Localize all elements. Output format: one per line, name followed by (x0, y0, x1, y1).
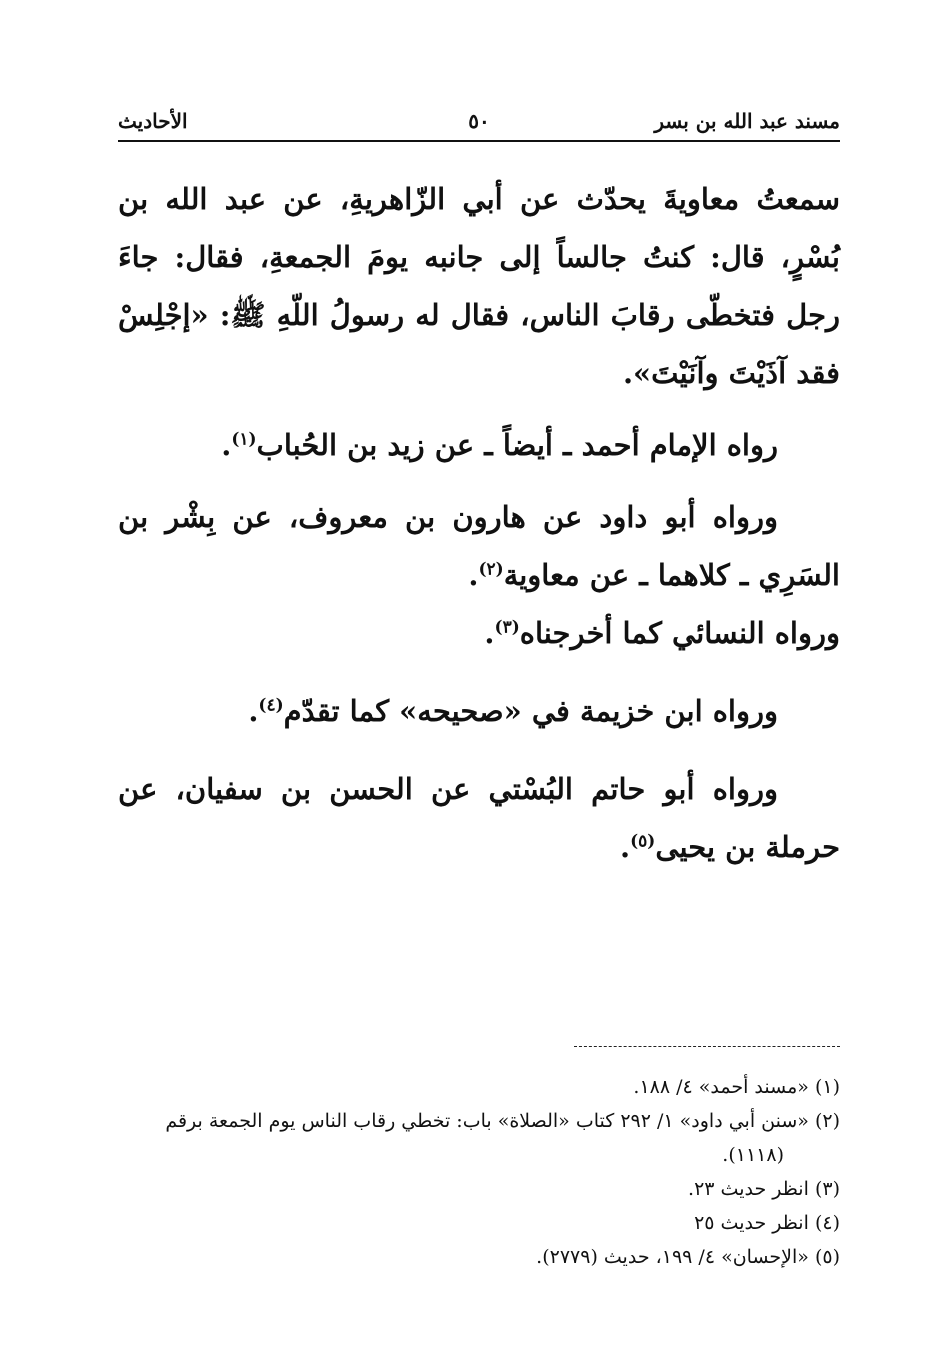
narration-ahmad: رواه الإمام أحمد ـ أيضاً ـ عن زيد بن الحُباب$^{(١)}$. (221, 428, 778, 462)
footnote-2: (٢) «سنن أبي داود» ١/ ٢٩٢ كتاب «الصلاة» باب: تخطي رقاب الناس يوم الجمعة برقم (١١١٨). (112, 1104, 840, 1172)
footnote-ref-3: (٣) (494, 617, 520, 638)
page-number: ٥٠ (468, 109, 490, 133)
main-text (118, 170, 840, 876)
footnote-ref-2: (٢) (478, 559, 504, 580)
narration-ibn-khuzayma: ورواه ابن خزيمة في «صحيحه» كما تقدّم$^{(٤)}$. (248, 694, 778, 728)
footnotes (112, 1070, 840, 1274)
footnote-2-continuation: (١١١٨). (722, 1144, 784, 1166)
narration-busti: ورواه أبو حاتم البُسْتي عن الحسن بن سفيان، عن حرملة بن يحيى$^{(٥)}$. (118, 772, 840, 864)
running-header (118, 104, 840, 142)
footnote-ref-1: (١) (231, 429, 257, 450)
footnote-ref-5: (٥) (630, 831, 656, 852)
section-title: الأحاديث (118, 109, 188, 133)
narration-abu-dawud: ورواه أبو داود عن هارون بن معروف، عن بِشْر بن السَرِي ـ كلاهما ـ عن معاوية$^{(٢)}$. (118, 500, 840, 592)
footnote-separator (574, 1046, 840, 1047)
hadith-text: سمعتُ معاويةَ يحدّث عن أبي الزّاهريةِ، عن عبد الله بن بُسْرٍ، قال: كنتُ جالساً إلى جانبه يومَ الجمعةِ، فقال: جاءَ رجل فتخطّى رقابَ الناس، فقال له رسولُ اللّهِ ﷺ: «إجْلِسْ فقد آذَيْتَ وآنَيْتَ». (118, 182, 840, 390)
footnote-1: (١) «مسند أحمد» ٤/ ١٨٨. (633, 1076, 840, 1098)
footnote-3: (٣) انظر حديث ٢٣. (688, 1178, 840, 1200)
narration-nasai: ورواه النسائي كما أخرجناه$^{(٣)}$. (484, 616, 840, 650)
footnote-5: (٥) «الإحسان» ٤/ ١٩٩، حديث (٢٧٧٩). (536, 1246, 840, 1268)
book-title: مسند عبد الله بن بسر (654, 109, 840, 133)
footnote-ref-4: (٤) (258, 695, 284, 716)
footnote-4: (٤) انظر حديث ٢٥ (694, 1212, 840, 1234)
